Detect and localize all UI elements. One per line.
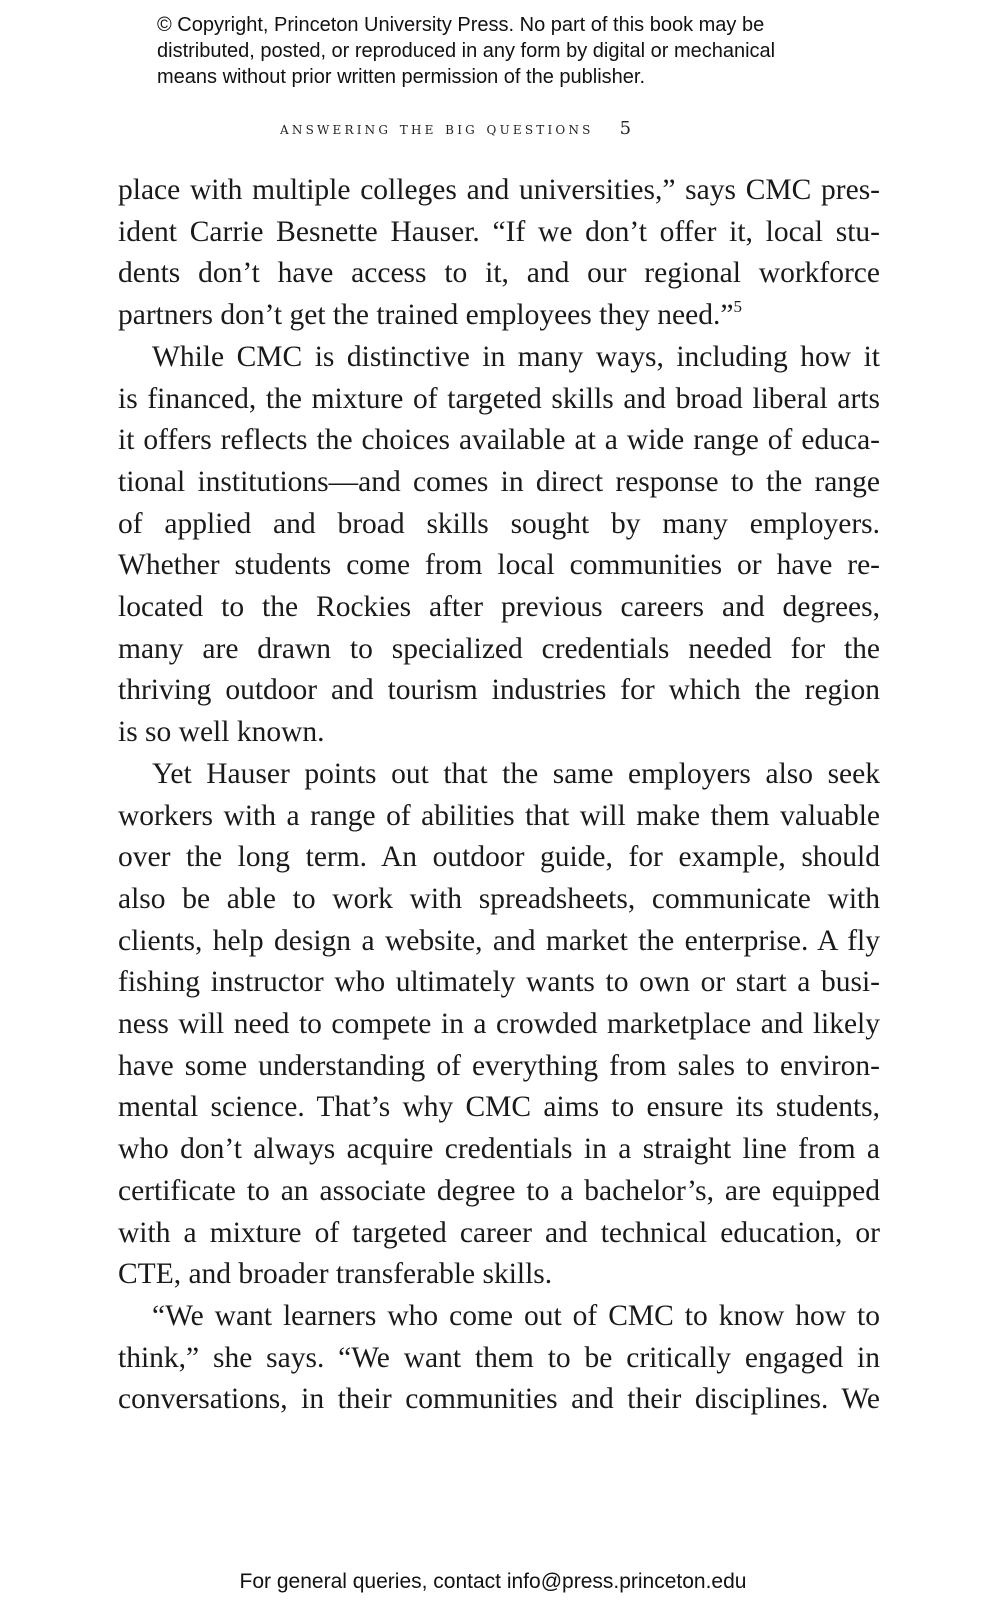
text-line: dents don’t have access to it, and our regional workforce <box>118 257 880 290</box>
footer-contact: For general queries, contact info@press.princeton.edu <box>239 1570 747 1593</box>
body-text <box>118 170 880 1421</box>
text-line: mental science. That’s why CMC aims to ensure its students, <box>118 1091 880 1124</box>
text-line: over the long term. An outdoor guide, for example, should <box>118 841 880 874</box>
text-line: Yet Hauser points out that the same employers also seek <box>152 757 880 790</box>
text-line: place with multiple colleges and universities,” says CMC pres- <box>118 174 880 206</box>
text-line: workers with a range of abilities that will make them valuable <box>118 799 880 832</box>
running-head <box>280 118 631 139</box>
text-line: ident Carrie Besnette Hauser. “If we don’t offer it, local stu- <box>118 215 880 248</box>
footnote-reference[interactable]: 5 <box>733 297 742 317</box>
text-line: of applied and broad skills sought by many employers. <box>118 507 880 540</box>
text-line: it offers reflects the choices available at a wide range of educa- <box>118 424 880 457</box>
copyright-line: means without prior written permission of the publisher. <box>157 66 646 88</box>
text-line: certificate to an associate degree to a bachelor’s, are equipped <box>118 1174 880 1207</box>
text-line: Whether students come from local communities or have re- <box>118 549 880 582</box>
paragraph <box>118 754 880 1296</box>
paragraph <box>118 1296 880 1421</box>
text-line: is so well known. <box>118 716 325 749</box>
page-number: 5 <box>619 118 632 139</box>
text-line <box>118 295 880 337</box>
text-line: tional institutions—and comes in direct response to the range <box>118 465 880 498</box>
text-line: CTE, and broader transferable skills. <box>118 1258 553 1291</box>
copyright-notice <box>157 12 917 90</box>
paragraph <box>118 170 880 337</box>
text-line: conversations, in their communities and their disciplines. We <box>118 1383 880 1416</box>
text-line: While CMC is distinctive in many ways, including how it <box>152 340 880 373</box>
text-line: with a mixture of targeted career and technical education, or <box>118 1216 880 1249</box>
text-line: many are drawn to specialized credentials needed for the <box>118 632 880 665</box>
paragraph <box>118 337 880 754</box>
running-head-title: answering the big questions <box>280 119 594 139</box>
text-line: who don’t always acquire credentials in a straight line from a <box>118 1133 880 1166</box>
text-line: also be able to work with spreadsheets, communicate with <box>118 882 880 915</box>
text-line: located to the Rockies after previous careers and degrees, <box>118 591 880 624</box>
text-line: think,” she says. “We want them to be critically engaged in <box>118 1341 880 1374</box>
text-line: clients, help design a website, and market the enterprise. A fly <box>118 924 880 957</box>
text-line: ness will need to compete in a crowded marketplace and likely <box>118 1008 880 1041</box>
copyright-line: distributed, posted, or reproduced in any form by digital or mechanical <box>157 40 776 62</box>
text-line: is financed, the mixture of targeted skills and broad liberal arts <box>118 382 880 415</box>
text-line: thriving outdoor and tourism industries for which the region <box>118 674 880 707</box>
text-line: “We want learners who come out of CMC to know how to <box>152 1299 880 1332</box>
text-fragment: partners don’t get the trained employees they need.” <box>118 299 734 332</box>
text-line: have some understanding of everything from sales to environ- <box>118 1049 880 1082</box>
copyright-line: © Copyright, Princeton University Press. No part of this book may be <box>157 14 765 36</box>
text-line: fishing instructor who ultimately wants to own or start a busi- <box>118 966 880 999</box>
